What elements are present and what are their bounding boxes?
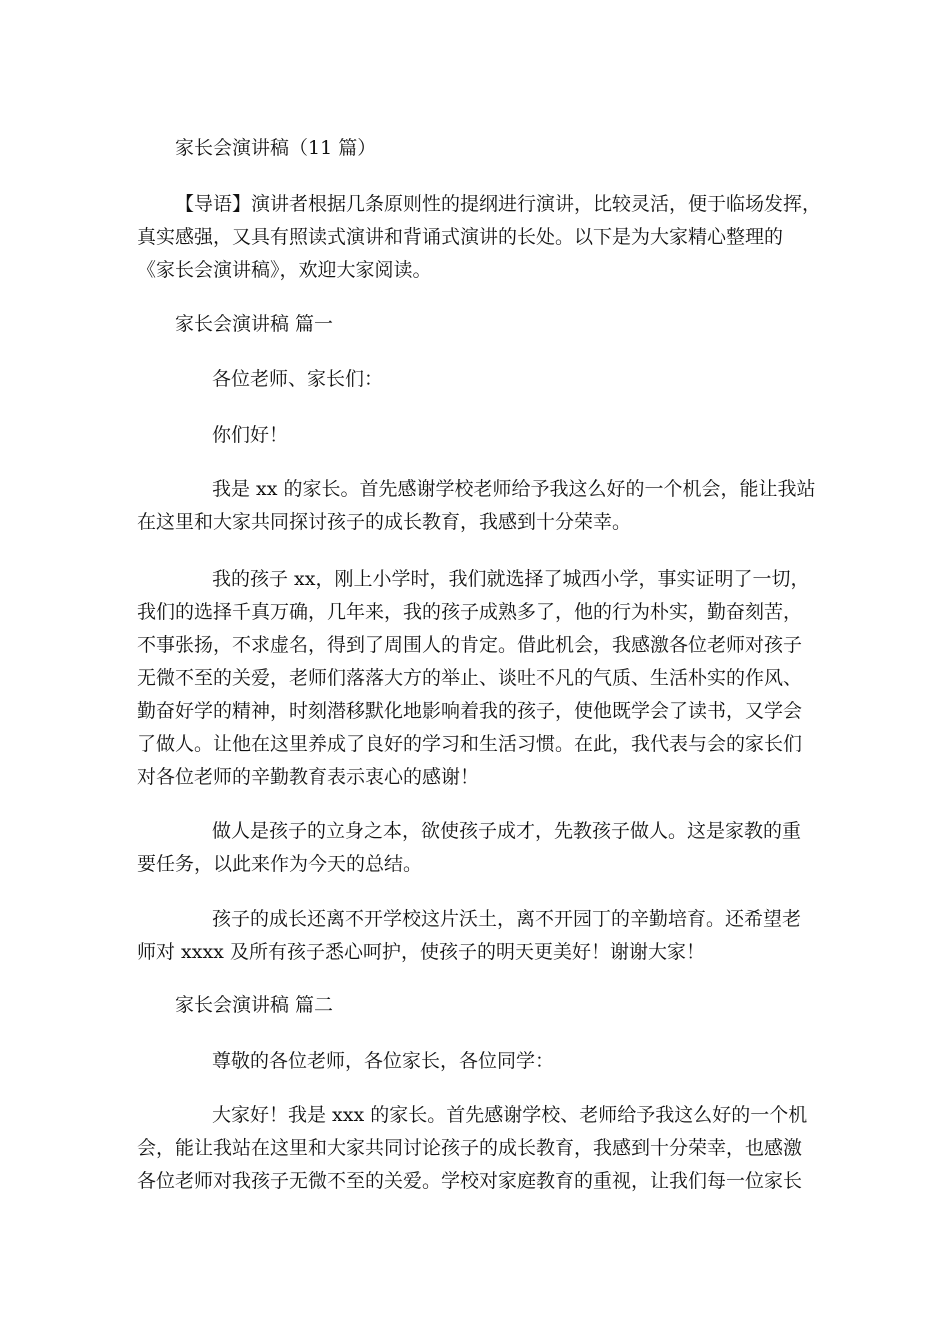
paragraph-line: 无微不至的关爱，老师们落落大方的举止、谈吐不凡的气质、生活朴实的作风、 xyxy=(137,667,803,689)
intro-paragraph xyxy=(137,188,822,287)
greeting-1 xyxy=(137,363,817,396)
intro-line: 《家长会演讲稿》，欢迎大家阅读。 xyxy=(137,259,432,281)
intro-line: 【导语】演讲者根据几条原则性的提纲进行演讲，比较灵活，便于临场发挥， xyxy=(175,193,822,215)
hello-1 xyxy=(137,419,817,452)
section1-paragraph-4 xyxy=(137,903,817,969)
paragraph-line: 了做人。让他在这里养成了良好的学习和生活习惯。在此，我代表与会的家长们 xyxy=(137,733,803,755)
paragraph-line: 我的孩子 xx，刚上小学时，我们就选择了城西小学，事实证明了一切， xyxy=(212,568,810,590)
section-heading-2 xyxy=(137,989,817,1022)
section1-paragraph-3 xyxy=(137,815,817,881)
section-heading-text: 家长会演讲稿 篇二 xyxy=(175,994,334,1016)
section-heading-1 xyxy=(137,308,817,341)
paragraph-line: 师对 xxxx 及所有孩子悉心呵护，使孩子的明天更美好！谢谢大家！ xyxy=(137,941,705,963)
paragraph-line: 在这里和大家共同探讨孩子的成长教育，我感到十分荣幸。 xyxy=(137,511,632,533)
section-heading-text: 家长会演讲稿 篇一 xyxy=(175,313,334,335)
greeting-2 xyxy=(137,1045,817,1078)
paragraph-line: 大家好！我是 xxx 的家长。首先感谢学校、老师给予我这么好的一个机 xyxy=(212,1104,808,1126)
greeting-text: 尊敬的各位老师，各位家长，各位同学： xyxy=(212,1050,555,1072)
paragraph-line: 勤奋好学的精神，时刻潜移默化地影响着我的孩子，使他既学会了读书，又学会 xyxy=(137,700,803,722)
paragraph-line: 要任务，以此来作为今天的总结。 xyxy=(137,853,423,875)
paragraph-line: 会，能让我站在这里和大家共同讨论孩子的成长教育，我感到十分荣幸，也感激 xyxy=(137,1137,803,1159)
section1-paragraph-1 xyxy=(137,473,817,539)
paragraph-line: 我们的选择千真万确，几年来，我的孩子成熟多了，他的行为朴实，勤奋刻苦， xyxy=(137,601,803,623)
hello-text: 你们好！ xyxy=(212,424,289,446)
section2-paragraph-1 xyxy=(137,1099,817,1198)
paragraph-line: 对各位老师的辛勤教育表示衷心的感谢！ xyxy=(137,766,480,788)
paragraph-line: 我是 xx 的家长。首先感谢学校老师给予我这么好的一个机会，能让我站 xyxy=(212,478,816,500)
paragraph-line: 做人是孩子的立身之本，欲使孩子成才，先教孩子做人。这是家教的重 xyxy=(212,820,802,842)
intro-line: 真实感强，又具有照读式演讲和背诵式演讲的长处。以下是为大家精心整理的 xyxy=(137,226,784,248)
document-title xyxy=(137,132,817,165)
title-text: 家长会演讲稿（11 篇） xyxy=(175,137,377,159)
section1-paragraph-2 xyxy=(137,563,817,794)
paragraph-line: 各位老师对我孩子无微不至的关爱。学校对家庭教育的重视，让我们每一位家长 xyxy=(137,1170,803,1192)
paragraph-line: 不事张扬，不求虚名，得到了周围人的肯定。借此机会，我感激各位老师对孩子 xyxy=(137,634,803,656)
paragraph-line: 孩子的成长还离不开学校这片沃土，离不开园丁的辛勤培育。还希望老 xyxy=(212,908,802,930)
greeting-text: 各位老师、家长们： xyxy=(212,368,384,390)
